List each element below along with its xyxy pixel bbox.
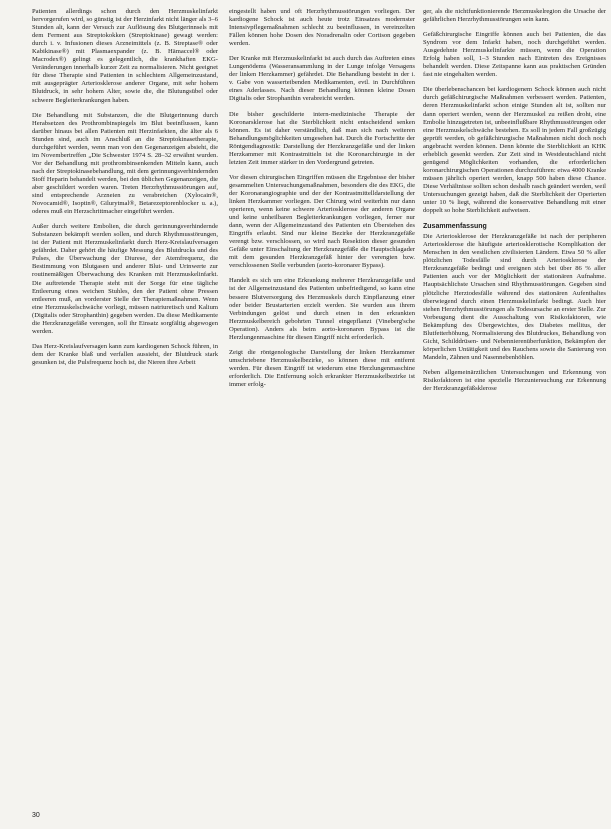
text-column-right <box>423 8 606 400</box>
page-number: 30 <box>32 812 40 819</box>
paragraph: Der Kranke mit Herzmuskelinfarkt ist auch durch das Auftreten eines Lungenödems (Wasseransammlung in der Lunge infolge Versagens der linken Herzkammer) gefährdet. Die Behandlung besteht in der i. v. Gabe von wasserteibenden Medikamenten, evtl. in Durchführen eines Aderlasses. Nach dieser Behandlung können kleine Dosen Digitalis oder Strophanthin verabreicht werden. <box>229 55 415 103</box>
paragraph: Neben allgemeinärztlichen Untersuchungen und Erkennung von Risikofaktoren ist eine spezielle Herzuntersuchung zur Erkennung der Herzkranzgefäßsklerose <box>423 368 606 393</box>
paragraph: Außer durch weitere Embolien, die durch gerinnungsverhindernde Substanzen bekämpft werden sollen, und durch Rhythmusstörungen, ist der Patient mit Herzmuskelinfarkt durch Herz-Kreislaufversagen gefährdet. Daher gehört die häufige Messung des Blutdrucks und des Pulses, die Überwachung der Diurese, der Atemfrequenz, die Bestimmung von Blutgasen und anderer Blut- und Urinwerte zur routinemäßigen Überwachung des Kranken mit Herzmuskelinfarkt. Die auftretende Therapie steht mit der Sorge für eine tägliche Entleerung eines weichen Stuhles, den der Patient ohne Pressen entleeren muß, an vorderster Stelle der Therapiemaßnahmen. Wenn eine Herzmuskelschwäche vorliegt, müssen natriuretisch und Kalium (Digitalis oder Strophanthin) gegeben werden. Da diese Medikamente die Herzkranzgefäße verengen, soll ihr Einsatz sorgfältig abgewogen werden. <box>32 223 218 335</box>
paragraph: Gefäßchirurgische Eingriffe können auch bei Patienten, die das Syndrom vor dem Infarkt haben, noch durchgeführt werden. Ausgedehnte Herzmuskelinfarkte müssen, wenn die Operation Erfolg haben soll, 1–3 Stunden nach Eintreten des Ereignisses behandelt werden. Diese Zeitspanne kann aus praktischen Gründen fast nie eingehalten werden. <box>423 31 606 79</box>
paragraph: Die überlebenschancen bei kardiogenem Schock können auch nicht durch gefäßchirurgische Maßnahmen verbessert werden. Patienten, deren Herzmuskelinfarkt schon einige Stunden alt ist, sollten nur dann operiert werden, wenn der Herzmuskel zu reißen droht, eine Embolie hinzugetreten ist, unbeeinflußbare Rhythmusstörungen oder eine Herzmuskelschwäche bestehen. Es soll in jedem Fall großzügig geprüft werden, ob gefäßchirurgische Maßnahmen nicht doch noch angebracht werden können. Denn könnte die Sterblichkeit an KHK erheblich gesenkt werden. Zur Zeit sind in Westdeutschland nicht genügend Möglichkeiten vorhanden, die erforderlichen koronarchirurgischen Operationen durchzuführen: etwa 4000 Kranke müssen jährlich operiert werden, knapp 500 haben diese Chance. Diese Verhältnisse sollten schon deshalb rasch geändert werden, weil Untersuchungen gezeigt haben, daß die Sterblichkeit der Operierten unter 10 % liegt, während die konservative Behandlung mit einer doppelt so hohe Sterblichkeit aufweisen. <box>423 86 606 215</box>
section-heading: Zusammenfassung <box>423 223 487 231</box>
text-column-left <box>32 8 218 374</box>
paragraph: Handelt es sich um eine Erkrankung mehrerer Herzkranzgefäße und ist der Allgemeinzustand des Patienten unbefriedigend, so kann eine bessere Blutversorgung des Herzmuskels durch Einpflanzung einer oder beider Brustarterien erzielt werden. Sie wurden aus ihrem Verbindungen gelöst und durch einen in den erkrankten Herzmuskelbereich gebohrten Tunnel eingepflanzt (Vineberg'sche Operation). Anders als beim aorto-koronaren Bypass ist die Herzlungenmaschine für diesen Eingriff nicht erforderlich. <box>229 277 415 341</box>
paragraph: ger, als die nichtfunktionierende Herzmuskelregion die Ursache der gefährlichen Herzrhythmusstörungen sein kann. <box>423 8 606 24</box>
paragraph: Das Herz-Kreislaufversagen kann zum kardiogenen Schock führen, in dem der Kranke blaß und verfallen aussieht, der Blutdruck stark gesunken ist, die Pulsfrequenz hoch ist, die Nieren ihre Arbeit <box>32 342 218 366</box>
paragraph: Die bisher geschilderte intern-medizinische Therapie der Koronarsklerose hat die Sterblichkeit nicht entscheidend senken können. Es ist daher verständlich, daß man sich nach weiteren Behandlungsmöglichkeiten umgesehen hat. Durch die Fortschritte der Röntgendiagnostik: Darstellung der Herzkranzgefäße und der linken Herzkammer mit Kontrastmitteln ist die Koronarchirurgie in der letzten Zeit immer stärker in den Vordergrund getreten. <box>229 110 415 166</box>
paragraph: Vor diesen chirurgischen Eingriffen müssen die Ergebnisse der bisher gesammelten Untersuchungsmaßnahmen, besonders die des EKG, die der Koronarangiographie und der der Kontrastmittelldarstellung der linken Herzkammer vorliegen. Der Chirurg wird weiterhin nur dann operieren, wenn keine schwere Arteriosklerose der anderen Organe und keine unheilbaren Begleiterkrankungen vorliegen, ferner nur dann, wenn der Allgemeinzustand des Patienten ein Überstehen des Eingriffs erlaubt. Sind nur kleine Bezirke der Herzkranzgefäße verengt bzw. verschlossen, so wird nach Resektion dieser gesunden Gefäße unter Einschaltung der Herzkranzgefäße die Hauptschlagader mit dem gesunden Herzkranzgefäß hinter der verengten bzw. verschlossenen Stelle verbunden (aorto-koronarer Bypass). <box>229 173 415 270</box>
paragraph: eingestellt haben und oft Herzrhythmusstörungen vorliegen. Der kardiogene Schock ist auch heute trotz Einsatzes modernster Intensivpflegemaßnahmen schlecht zu beeinflussen, in vereinzelten Fällen können hohe Dosen des Noradrenalin oder Cortison gegeben werden. <box>229 8 415 48</box>
paragraph: Zeigt die röntgenologische Darstellung der linken Herzkammer umschriebene Herzmuskelbezirke, so können diese mit entfernt werden. Für diesen Eingriff ist wiederum eine Herzlungenmaschine erforderlich. Die Entfernung solch erkrankter Herzmuskelbezirke ist immer erfolg- <box>229 348 415 388</box>
paragraph: Die Arteriosklerose der Herzkranzgefäße ist nach der peripheren Arteriosklerose die häufigste arteriosklerotische Komplikation der Menschen in den westlichen zivilisierten Ländern. Etwa 50 % aller plötzlichen Todesfälle sind durch Arteriosklerose der Herzkranzgefäße bedingt und ereignen sich bei über 86 % aller Patienten auch vor der Möglichkeit der stationären Aufnahme. Hauptsächlichste Ursachen sind Rhythmusstörungen. Gegeben sind plötzliche Herztodesfälle während des stationären Aufenthaltes überwiegend durch einen Herzmuskelinfarkt bedingt. Auch hier stehen Herzrhythmusstörungen als Todesursache an erster Stelle. Zur Vorbeugung dient die Ausschaltung von Risikofaktoren, wie Bekämpfung des Übergewichtes, des Diabetes mellitus, der Blutfetterhöhung, Normalisierung des Blutdruckes, Behandlung von Gicht, Schilddrüsen- und Nebennierenüberfunktion, Bekämpfen der körperlichen Untätigkeit und des Rauchens sowie die Sanierung von Mandeln, Zähnen und Nasennebenhöhlen. <box>423 233 606 361</box>
text-column-middle <box>229 8 415 396</box>
paragraph: Patienten allerdings schon durch den Herzmuskelinfarkt hervorgerufen wird, so günstig ist der Herzinfarkt nicht länger als 3–6 Stunden alt, kann der Versuch zur Auflösung des Blutgerinnsels mit dem Ferment aus Streptokokken (Streptokinase) gewagt werden: durch i. v. Infusionen dieses Arzneimittels (z. B. Streptase® oder Kabikinase®) mit Plasmaexpander (z. B. Hämaccel® oder Macrodex®) gelingt es gelegentlich, die krankhaften EKG-Veränderungen innerhalb kurzer Zeit zu normalisieren. Nicht geeignet für diese Therapie sind Patienten in schlechtem Allgemeinzustand, mit ausgeprägter Arteriosklerose anderer Organe, mit sehr hohem Blutdruck, in sehr hohem Alter, sowie die, die Blutungsübel oder schwere Begleiterkrankungen haben. <box>32 8 218 104</box>
paragraph: Die Behandlung mit Substanzen, die die Blutgerinnung durch Herabsetzen des Prothrombinspiegels im Blut beeinflussen, kann darüber hinaus bei allen Patienten mit Herzinfarkten, die älter als 6 Stunden sind, auch im Anschluß an die Streptokinasetherapie, durchgeführt werden, wenn man von den Gegenanzeigen absieht, die im Novembertreffen „Die Schwester 1974 S. 28–32 erwähnt wurden. Vor der Behandlung mit prothrombinsenkenden Mitteln kann, auch nach der Streptokinasebehandlung, mit dem gerinnungsverhindernden Stoff Heparin behandelt werden, bei den üblichen Gegenanzeigen, die aber geschildert worden waren. Treten Herzrhythmusstörungen auf, sind entsprechende Arzneien zu verabreichen (Xylocain®, Novocamid®, Isoptin®, Gilurytmal®, Betarezeptorenblocker u. a.), oderes muß ein Herzschrittmacher eingeführt werden. <box>32 111 218 216</box>
